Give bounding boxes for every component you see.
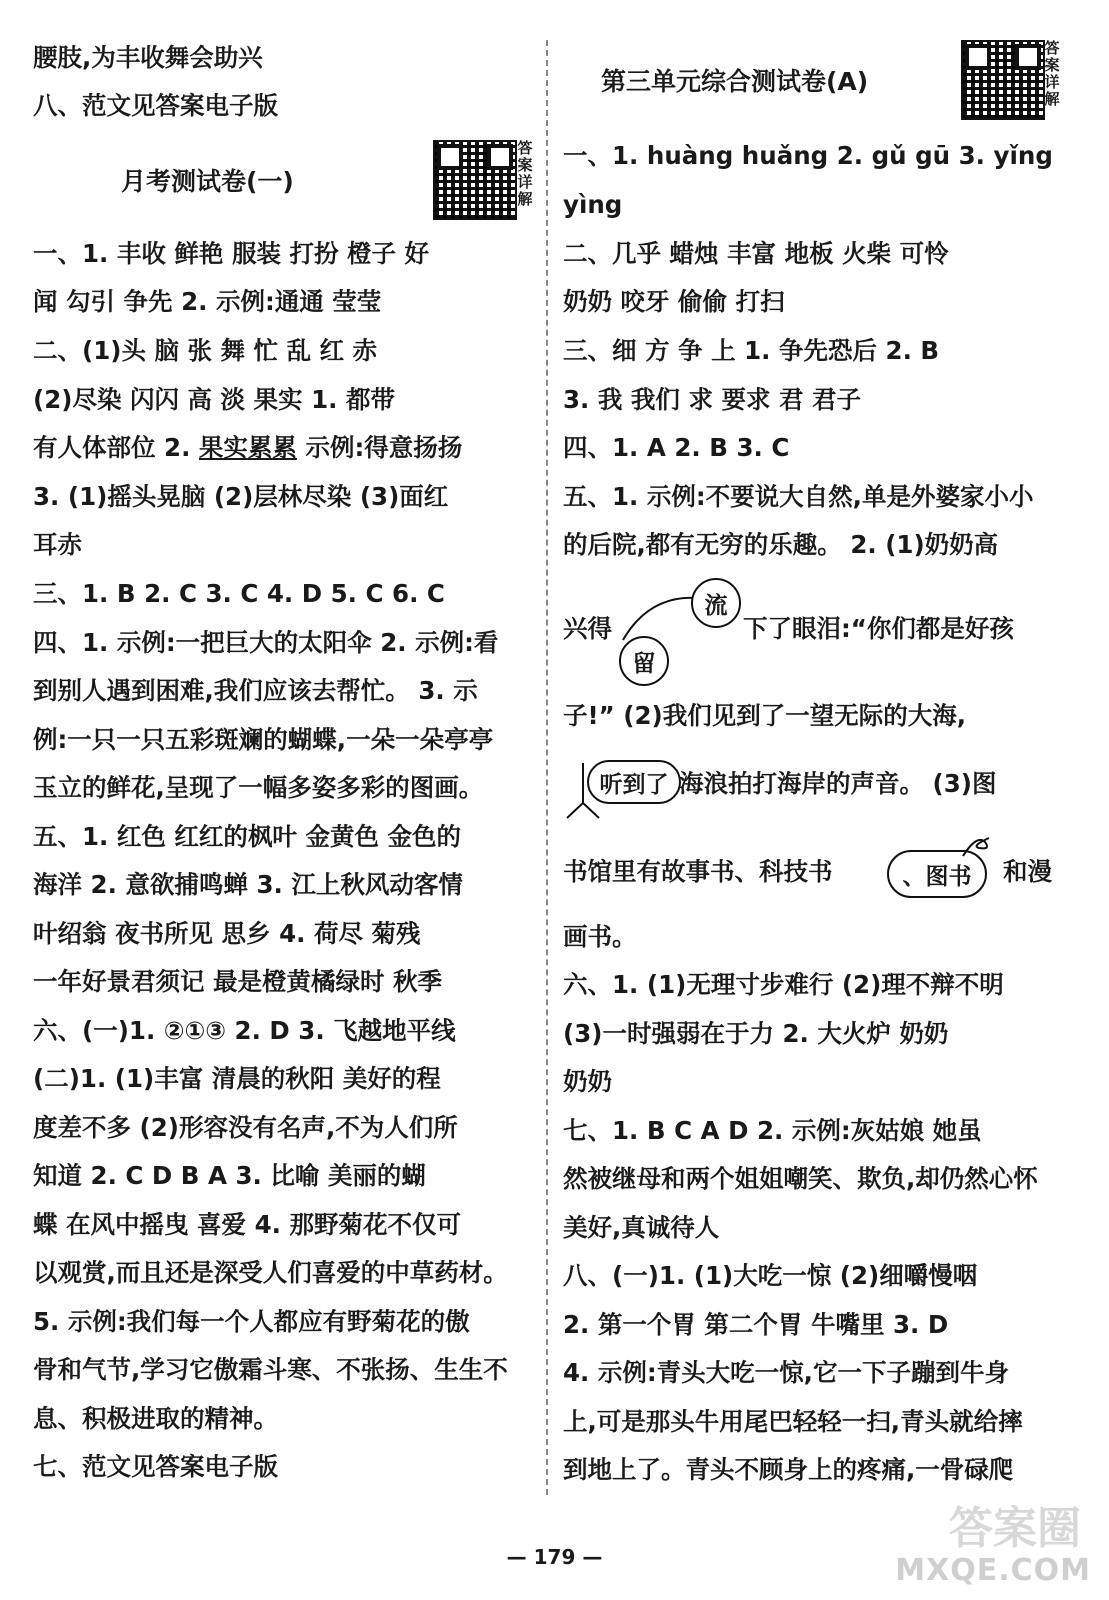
answer-line: 3. 我 我们 求 要求 君 君子 [563,385,862,414]
answer-line: 海洋 2. 意欲捕鸣蝉 3. 江上秋风动客情 [33,870,463,899]
answer-line: (2)尽染 闪闪 高 淡 果实 1. 都带 [33,385,395,414]
correction-pill: 、图书 [887,850,987,898]
watermark-logo: 答案圈 [949,1503,1081,1554]
answer-line: 玉立的鲜花,呈现了一幅多姿多彩的图画。 [33,773,484,802]
answer-line: 骨和气节,学习它傲霜斗寒、不张扬、生生不 [33,1355,508,1384]
answer-line: 三、细 方 争 上 1. 争先恐后 2. B [563,336,940,365]
answer-line: 六、(一)1. ②①③ 2. D 3. 飞越地平线 [33,1016,456,1045]
correction-bubble: 流 [691,578,741,628]
answer-line: 一、1. 丰收 鲜艳 服装 打扮 橙子 好 [33,239,430,268]
answer-line: 到地上了。青头不顾身上的疼痛,一骨碌爬 [563,1455,1014,1484]
watermark-url: MXQE.COM [895,1553,1091,1588]
answer-line: 闻 勾引 争先 2. 示例:通通 莹莹 [33,287,382,316]
answer-line: 下了眼泪:“你们都是好孩 [743,614,1014,643]
answer-line: 例:一只一只五彩斑斓的蝴蝶,一朵一朵亭亭 [33,725,494,754]
answer-line: 奶奶 咬牙 偷偷 打扫 [563,287,785,316]
qr-label: 答案详解 [517,139,533,208]
answer-line: 二、几乎 蜡烛 丰富 地板 火柴 可怜 [563,239,949,268]
correction-pill: 听到了 [587,760,681,804]
answer-line [33,432,462,464]
answer-line: 3. (1)摇头晃脑 (2)层林尽染 (3)面红 [33,482,449,511]
answer-line: yìng [563,190,623,219]
qr-label: 答案详解 [1044,39,1060,108]
answer-line: 一、1. huàng huǎng 2. gǔ gū 3. yǐng [563,141,1053,170]
answer-line: 四、1. A 2. B 3. C [563,433,790,462]
answer-line: 四、1. 示例:一把巨大的太阳伞 2. 示例:看 [33,628,499,657]
answer-line: 七、范文见答案电子版 [33,1452,278,1481]
answer-line: 一年好景君须记 最是橙黄橘绿时 秋季 [33,967,443,996]
answer-line: (3)一时强弱在于力 2. 大火炉 奶奶 [563,1019,949,1048]
answer-line: 五、1. 示例:不要说大自然,单是外婆家小小 [563,482,1034,511]
underlined-answer: 果实累累 [198,433,297,462]
answer-line: 叶绍翁 夜书所见 思乡 4. 荷尽 菊残 [33,919,421,948]
column-divider [546,40,548,1495]
answer-line: 奶奶 [563,1067,612,1096]
answer-line: 2. 第一个胃 第二个胃 牛嘴里 3. D [563,1310,949,1339]
qr-code-icon [433,140,517,220]
answer-line: 腰肢,为丰收舞会助兴 [33,43,263,72]
qr-code-icon [961,40,1045,120]
answer-line: 画书。 [563,922,637,951]
answer-line: 以观赏,而且还是深受人们喜爱的中草药材。 [33,1258,508,1287]
answer-line: 六、1. (1)无理寸步难行 (2)理不辩不明 [563,970,1004,999]
answer-line: 书馆里有故事书、科技书 [563,857,833,886]
answer-line: 耳赤 [33,530,82,559]
answer-text: 有人体部位 2. [33,433,191,462]
answer-line: 八、(一)1. (1)大吃一惊 (2)细嚼慢咽 [563,1261,978,1290]
answer-line: 二、(1)头 脑 张 舞 忙 乱 红 赤 [33,336,378,365]
test-title: 月考测试卷(一) [121,167,294,196]
answer-text: 示例:得意扬扬 [305,433,463,462]
answer-line: 知道 2. C D B A 3. 比喻 美丽的蝴 [33,1161,426,1190]
answer-line: (二)1. (1)丰富 清晨的秋阳 美好的程 [33,1064,441,1093]
answer-line: 4. 示例:青头大吃一惊,它一下子蹦到牛身 [563,1358,1009,1387]
answer-line: 七、1. B C A D 2. 示例:灰姑娘 她虽 [563,1116,982,1145]
answer-line: 度差不多 (2)形容没有名声,不为人们所 [33,1113,458,1142]
answer-line: 息、积极进取的精神。 [33,1404,278,1433]
page-number: — 179 — [506,1545,603,1569]
correction-bubble: 留 [619,636,669,686]
answer-line: 到别人遇到困难,我们应该去帮忙。 3. 示 [33,676,478,705]
loop-mark-icon [959,832,999,862]
answer-line: 子!” (2)我们见到了一望无际的大海, [563,701,967,730]
test-title: 第三单元综合测试卷(A) [601,67,869,96]
answer-line: 五、1. 红色 红红的枫叶 金黄色 金色的 [33,822,461,851]
answer-line: 然被继母和两个姐姐嘲笑、欺负,却仍然心怀 [563,1164,1038,1193]
answer-line: 蝶 在风中摇曳 喜爱 4. 那野菊花不仅可 [33,1210,461,1239]
answer-line: 和漫 [1003,857,1052,886]
answer-line: 三、1. B 2. C 3. C 4. D 5. C 6. C [33,579,445,608]
answer-line: 美好,真诚待人 [563,1213,720,1242]
answer-line: 兴得 [563,614,612,643]
answer-line: 八、范文见答案电子版 [33,91,278,120]
answer-line: 的后院,都有无穷的乐趣。 2. (1)奶奶高 [563,530,999,559]
answer-line: 上,可是那头牛用尾巴轻轻一扫,青头就给摔 [563,1407,1023,1436]
answer-line: 5. 示例:我们每一个人都应有野菊花的傲 [33,1307,470,1336]
answer-line: 海浪拍打海岸的声音。 (3)图 [679,769,997,798]
